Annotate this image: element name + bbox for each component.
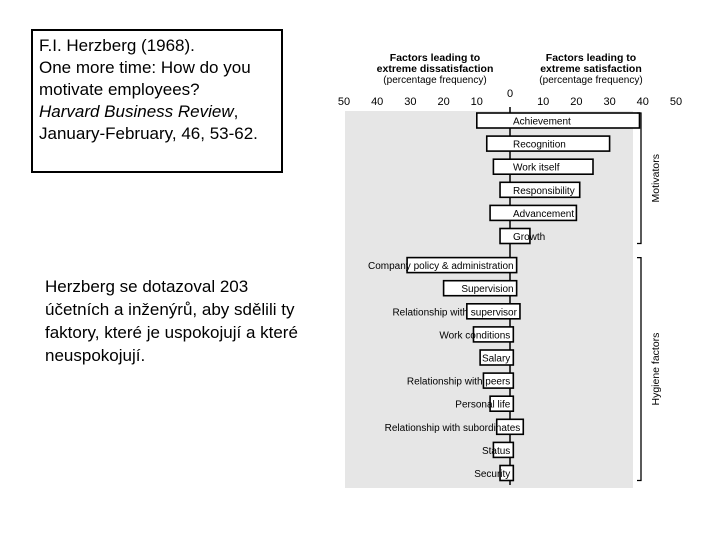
header-right-subtitle: (percentage frequency) [539,75,643,86]
bar-label: Work itself [513,162,560,174]
citation-details: , January-February, 46, 53-62. [39,102,258,143]
bar-label: Relationship with supervisor [392,307,517,319]
bar-label: Security [474,469,511,480]
group-bracket [637,113,641,244]
group-bracket [637,258,641,481]
tick-label: 20 [570,96,583,108]
header-left-line1: Factors leading to [389,52,481,64]
bar-label: Achievement [513,116,571,128]
bar-label: Work conditions [439,330,511,342]
group-label: Hygiene factors [650,332,662,406]
tick-label: 10 [537,96,550,108]
bar-label: Company policy & administration [368,261,514,273]
bar-label: Relationship with peers [406,376,511,388]
tick-label: 50 [337,96,351,108]
tick-label: 0 [506,88,514,100]
description-text: Herzberg se dotazoval 203 účetních a inženýrů, aby sdělili ty faktory, které je uspokojují a které neuspokojují. [45,277,298,365]
header-right-line1: Factors leading to [545,52,637,64]
header-left-line2: extreme dissatisfaction [376,63,494,75]
tick-label: 40 [636,96,649,108]
citation-journal: Harvard Business Review [39,102,234,121]
bar-label: Growth [513,232,546,243]
tick-label: 10 [470,96,483,108]
bar-label: Status [481,445,511,457]
herzberg-chart [335,45,683,495]
tick-label: 20 [437,96,450,108]
group-label: Motivators [650,154,662,203]
header-right-line2: extreme satisfaction [540,63,642,75]
bar-label: Personal life [455,399,511,411]
bar-label: Supervision [461,284,514,296]
citation-box [31,29,283,173]
bar-label: Relationship with subordinates [384,422,521,434]
tick-label: 40 [371,96,384,108]
header-left-subtitle: (percentage frequency) [383,75,487,86]
bar-label: Responsibility [513,185,575,197]
citation-authors: F.I. Herzberg (1968). [39,36,195,55]
tick-label: 50 [669,96,683,108]
citation-title: One more time: How do you motivate employees? [39,58,251,99]
bar-label: Advancement [513,208,575,220]
bar-label: Salary [481,353,511,365]
tick-label: 30 [603,96,616,108]
bar-label: Recognition [513,139,566,151]
tick-label: 30 [404,96,417,108]
